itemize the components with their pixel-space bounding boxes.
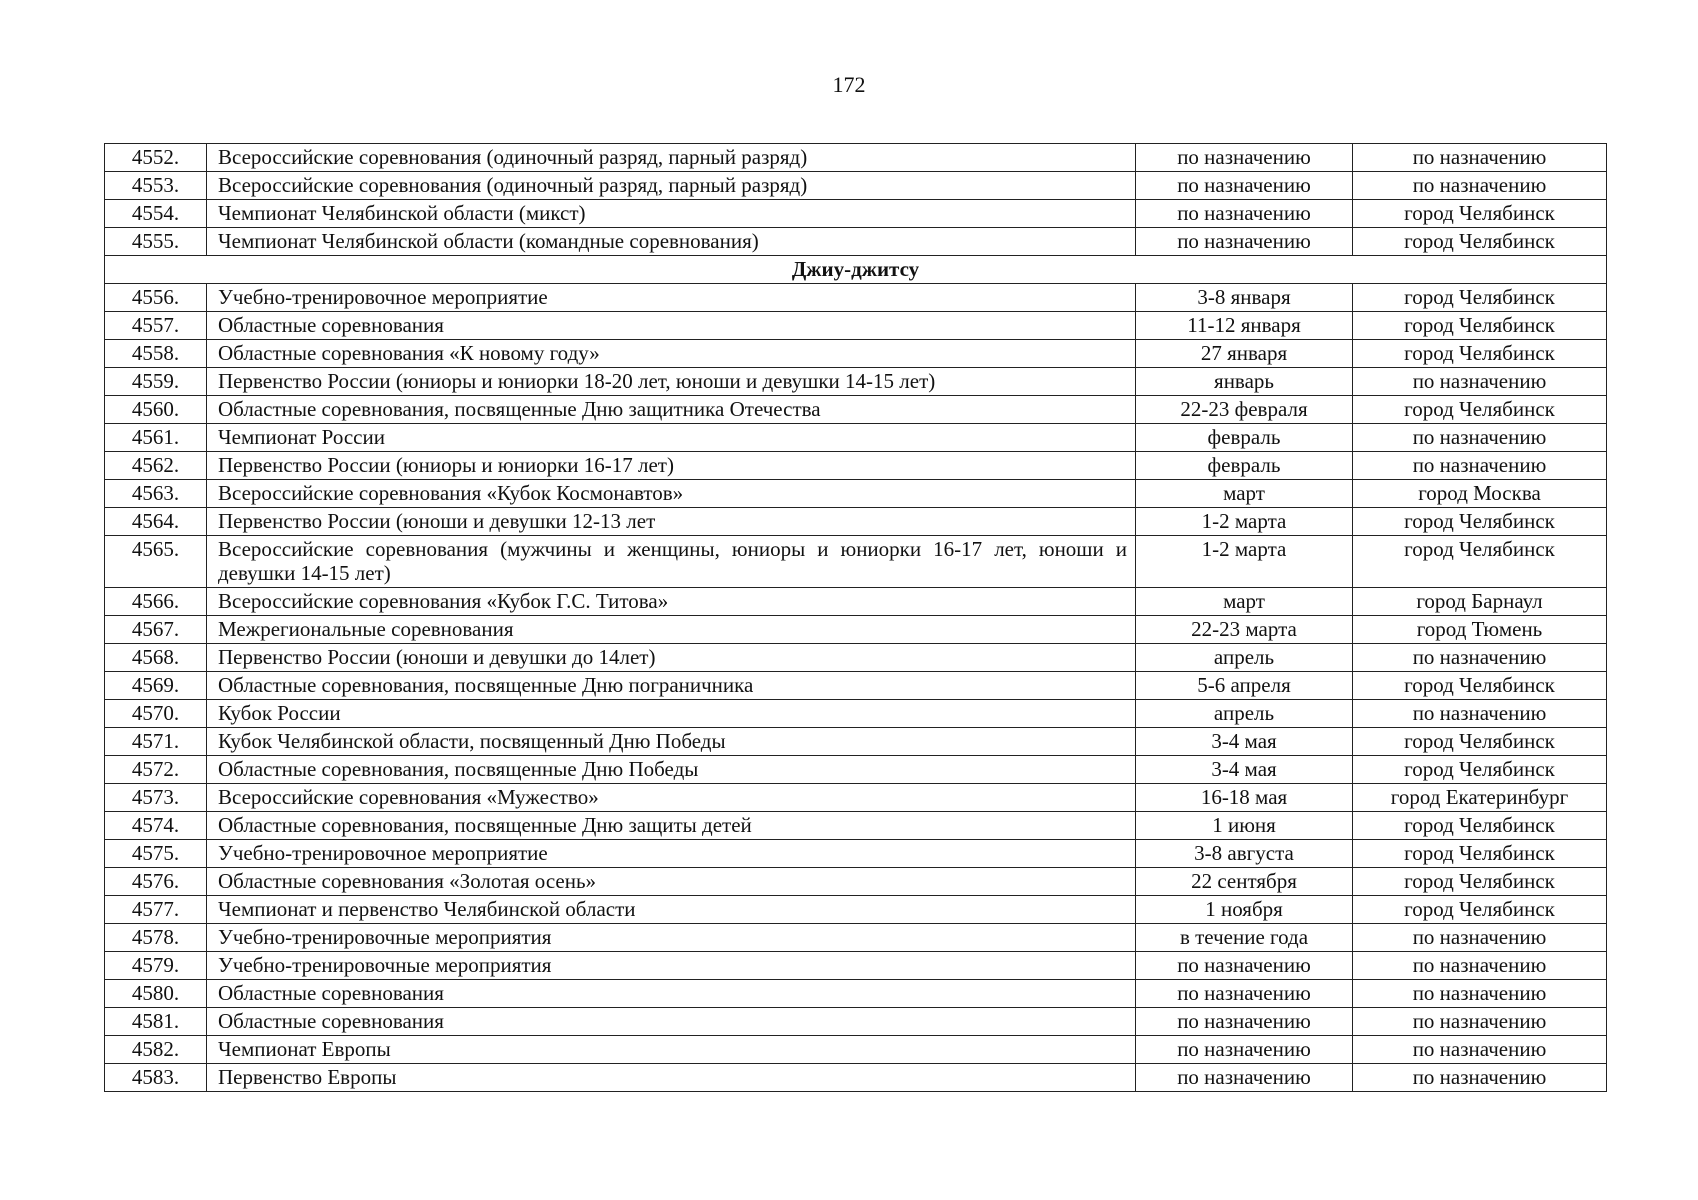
event-name-cell: Областные соревнования <box>207 312 1136 340</box>
event-date-cell: по назначению <box>1136 172 1353 200</box>
event-place-cell: по назначению <box>1353 144 1607 172</box>
event-place-cell: по назначению <box>1353 952 1607 980</box>
event-name-cell: Первенство России (юниоры и юниорки 18-20 лет, юноши и девушки 14-15 лет) <box>207 368 1136 396</box>
row-number-cell: 4563. <box>105 480 207 508</box>
event-name-cell: Всероссийские соревнования (мужчины и женщины, юниоры и юниорки 16-17 лет, юноши и девушки 14-15 лет) <box>207 536 1136 588</box>
table-row <box>105 200 1607 228</box>
event-date-cell: 22-23 февраля <box>1136 396 1353 424</box>
table-row <box>105 672 1607 700</box>
table-row <box>105 480 1607 508</box>
row-number-cell: 4576. <box>105 868 207 896</box>
event-place-cell: город Челябинск <box>1353 228 1607 256</box>
row-number-cell: 4569. <box>105 672 207 700</box>
event-place-cell: по назначению <box>1353 424 1607 452</box>
table-row <box>105 980 1607 1008</box>
row-number-cell: 4561. <box>105 424 207 452</box>
row-number-cell: 4556. <box>105 284 207 312</box>
row-number-cell: 4582. <box>105 1036 207 1064</box>
event-place-cell: город Челябинск <box>1353 756 1607 784</box>
event-place-cell: город Челябинск <box>1353 728 1607 756</box>
event-name-cell: Учебно-тренировочное мероприятие <box>207 840 1136 868</box>
event-date-cell: по назначению <box>1136 200 1353 228</box>
table-row <box>105 508 1607 536</box>
event-name-cell: Первенство России (юниоры и юниорки 16-17 лет) <box>207 452 1136 480</box>
event-place-cell: по назначению <box>1353 1008 1607 1036</box>
event-place-cell: город Челябинск <box>1353 508 1607 536</box>
event-name-cell: Всероссийские соревнования «Кубок Космонавтов» <box>207 480 1136 508</box>
section-header-row <box>105 256 1607 284</box>
table-row <box>105 312 1607 340</box>
table-row <box>105 1064 1607 1092</box>
event-place-cell: по назначению <box>1353 368 1607 396</box>
event-place-cell: город Екатеринбург <box>1353 784 1607 812</box>
event-place-cell: по назначению <box>1353 980 1607 1008</box>
event-date-cell: по назначению <box>1136 228 1353 256</box>
row-number-cell: 4581. <box>105 1008 207 1036</box>
page-number: 172 <box>832 72 866 97</box>
table-row <box>105 228 1607 256</box>
table-row <box>105 452 1607 480</box>
event-date-cell: март <box>1136 480 1353 508</box>
event-name-cell: Первенство России (юноши и девушки до 14лет) <box>207 644 1136 672</box>
event-place-cell: город Тюмень <box>1353 616 1607 644</box>
event-name-cell: Кубок Челябинской области, посвященный Дню Победы <box>207 728 1136 756</box>
event-name-cell: Всероссийские соревнования «Мужество» <box>207 784 1136 812</box>
event-place-cell: город Челябинск <box>1353 396 1607 424</box>
event-name-cell: Учебно-тренировочные мероприятия <box>207 924 1136 952</box>
event-date-cell: по назначению <box>1136 1064 1353 1092</box>
event-date-cell: по назначению <box>1136 1008 1353 1036</box>
table-row <box>105 896 1607 924</box>
event-date-cell: 16-18 мая <box>1136 784 1353 812</box>
event-date-cell: 1-2 марта <box>1136 508 1353 536</box>
table-row <box>105 616 1607 644</box>
section-title: Джиу-джитсу <box>105 256 1607 284</box>
event-name-cell: Областные соревнования, посвященные Дню пограничника <box>207 672 1136 700</box>
event-date-cell: 1 ноября <box>1136 896 1353 924</box>
table-row <box>105 952 1607 980</box>
event-date-cell: 3-8 августа <box>1136 840 1353 868</box>
event-date-cell: апрель <box>1136 700 1353 728</box>
row-number-cell: 4580. <box>105 980 207 1008</box>
event-date-cell: 3-4 мая <box>1136 756 1353 784</box>
event-place-cell: по назначению <box>1353 172 1607 200</box>
event-date-cell: по назначению <box>1136 144 1353 172</box>
event-name-cell: Первенство России (юноши и девушки 12-13 лет <box>207 508 1136 536</box>
event-date-cell: февраль <box>1136 424 1353 452</box>
event-place-cell: по назначению <box>1353 1036 1607 1064</box>
event-date-cell: по назначению <box>1136 980 1353 1008</box>
table-row <box>105 756 1607 784</box>
table-row <box>105 588 1607 616</box>
event-date-cell: по назначению <box>1136 1036 1353 1064</box>
event-place-cell: город Челябинск <box>1353 312 1607 340</box>
event-place-cell: город Челябинск <box>1353 340 1607 368</box>
event-place-cell: город Челябинск <box>1353 868 1607 896</box>
event-date-cell: март <box>1136 588 1353 616</box>
event-name-cell: Областные соревнования, посвященные Дню защитника Отечества <box>207 396 1136 424</box>
event-name-cell: Чемпионат и первенство Челябинской области <box>207 896 1136 924</box>
event-name-cell: Учебно-тренировочное мероприятие <box>207 284 1136 312</box>
event-name-cell: Чемпионат России <box>207 424 1136 452</box>
events-table <box>104 143 1607 1092</box>
event-date-cell: 3-4 мая <box>1136 728 1353 756</box>
events-table-body <box>105 144 1607 1092</box>
row-number-cell: 4574. <box>105 812 207 840</box>
event-name-cell: Областные соревнования <box>207 980 1136 1008</box>
table-row <box>105 644 1607 672</box>
event-name-cell: Межрегиональные соревнования <box>207 616 1136 644</box>
table-row <box>105 840 1607 868</box>
event-date-cell: в течение года <box>1136 924 1353 952</box>
table-row <box>105 868 1607 896</box>
row-number-cell: 4571. <box>105 728 207 756</box>
row-number-cell: 4565. <box>105 536 207 588</box>
event-place-cell: город Барнаул <box>1353 588 1607 616</box>
row-number-cell: 4575. <box>105 840 207 868</box>
event-place-cell: город Москва <box>1353 480 1607 508</box>
event-name-cell: Областные соревнования «К новому году» <box>207 340 1136 368</box>
event-date-cell: 27 января <box>1136 340 1353 368</box>
event-date-cell: 22-23 марта <box>1136 616 1353 644</box>
event-place-cell: город Челябинск <box>1353 840 1607 868</box>
table-row <box>105 812 1607 840</box>
row-number-cell: 4577. <box>105 896 207 924</box>
table-row <box>105 728 1607 756</box>
row-number-cell: 4566. <box>105 588 207 616</box>
table-row <box>105 368 1607 396</box>
row-number-cell: 4557. <box>105 312 207 340</box>
row-number-cell: 4562. <box>105 452 207 480</box>
table-row <box>105 172 1607 200</box>
event-name-cell: Первенство Европы <box>207 1064 1136 1092</box>
row-number-cell: 4578. <box>105 924 207 952</box>
event-date-cell: 5-6 апреля <box>1136 672 1353 700</box>
row-number-cell: 4560. <box>105 396 207 424</box>
row-number-cell: 4567. <box>105 616 207 644</box>
row-number-cell: 4583. <box>105 1064 207 1092</box>
event-name-cell: Областные соревнования <box>207 1008 1136 1036</box>
event-date-cell: февраль <box>1136 452 1353 480</box>
event-place-cell: по назначению <box>1353 924 1607 952</box>
row-number-cell: 4553. <box>105 172 207 200</box>
event-place-cell: по назначению <box>1353 452 1607 480</box>
table-row <box>105 784 1607 812</box>
event-date-cell: 22 сентября <box>1136 868 1353 896</box>
event-place-cell: по назначению <box>1353 1064 1607 1092</box>
event-name-cell: Чемпионат Челябинской области (микст) <box>207 200 1136 228</box>
event-name-cell: Всероссийские соревнования (одиночный разряд, парный разряд) <box>207 144 1136 172</box>
event-place-cell: город Челябинск <box>1353 200 1607 228</box>
event-place-cell: по назначению <box>1353 644 1607 672</box>
event-place-cell: город Челябинск <box>1353 672 1607 700</box>
event-date-cell: 1-2 марта <box>1136 536 1353 588</box>
event-name-cell: Чемпионат Челябинской области (командные соревнования) <box>207 228 1136 256</box>
table-row <box>105 284 1607 312</box>
event-name-cell: Учебно-тренировочные мероприятия <box>207 952 1136 980</box>
event-name-cell: Чемпионат Европы <box>207 1036 1136 1064</box>
event-name-cell: Кубок России <box>207 700 1136 728</box>
table-row <box>105 1008 1607 1036</box>
row-number-cell: 4552. <box>105 144 207 172</box>
table-row <box>105 340 1607 368</box>
event-place-cell: по назначению <box>1353 700 1607 728</box>
row-number-cell: 4568. <box>105 644 207 672</box>
event-place-cell: город Челябинск <box>1353 896 1607 924</box>
event-place-cell: город Челябинск <box>1353 536 1607 588</box>
event-date-cell: 1 июня <box>1136 812 1353 840</box>
row-number-cell: 4555. <box>105 228 207 256</box>
event-date-cell: 11-12 января <box>1136 312 1353 340</box>
event-name-cell: Областные соревнования, посвященные Дню защиты детей <box>207 812 1136 840</box>
table-row <box>105 700 1607 728</box>
row-number-cell: 4558. <box>105 340 207 368</box>
event-name-cell: Всероссийские соревнования (одиночный разряд, парный разряд) <box>207 172 1136 200</box>
event-date-cell: январь <box>1136 368 1353 396</box>
row-number-cell: 4573. <box>105 784 207 812</box>
table-row <box>105 144 1607 172</box>
event-place-cell: город Челябинск <box>1353 812 1607 840</box>
event-name-cell: Областные соревнования «Золотая осень» <box>207 868 1136 896</box>
row-number-cell: 4570. <box>105 700 207 728</box>
table-row <box>105 536 1607 588</box>
event-date-cell: по назначению <box>1136 952 1353 980</box>
row-number-cell: 4572. <box>105 756 207 784</box>
row-number-cell: 4554. <box>105 200 207 228</box>
row-number-cell: 4564. <box>105 508 207 536</box>
table-row <box>105 1036 1607 1064</box>
table-row <box>105 424 1607 452</box>
event-name-cell: Всероссийские соревнования «Кубок Г.С. Титова» <box>207 588 1136 616</box>
event-date-cell: 3-8 января <box>1136 284 1353 312</box>
row-number-cell: 4579. <box>105 952 207 980</box>
table-row <box>105 396 1607 424</box>
event-name-cell: Областные соревнования, посвященные Дню Победы <box>207 756 1136 784</box>
table-row <box>105 924 1607 952</box>
event-date-cell: апрель <box>1136 644 1353 672</box>
event-place-cell: город Челябинск <box>1353 284 1607 312</box>
row-number-cell: 4559. <box>105 368 207 396</box>
